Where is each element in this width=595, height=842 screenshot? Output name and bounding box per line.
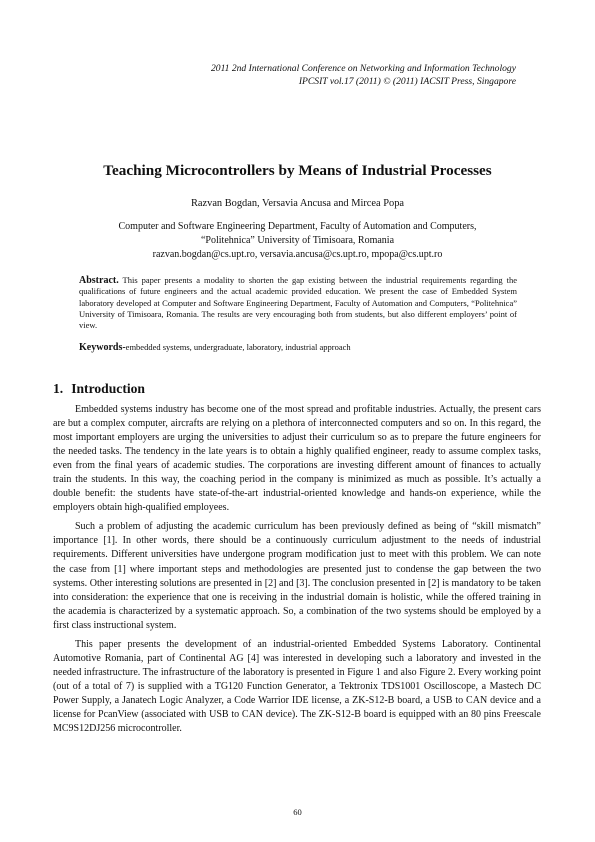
proceedings-info: IPCSIT vol.17 (2011) © (2011) IACSIT Press, Singapore	[298, 75, 516, 87]
keywords	[79, 342, 517, 353]
affiliation-department: Computer and Software Engineering Department, Faculty of Automation and Computers,	[118, 221, 477, 232]
affiliation-block	[0, 220, 595, 262]
paper-title: Teaching Microcontrollers by Means of Industrial Processes	[103, 162, 492, 179]
keywords-label: Keywords-	[79, 342, 126, 353]
paragraph: Such a problem of adjusting the academic curriculum has been previously defined as being of “skill mismatch” importance [1]. In other words, there should be a continuously curriculum adjustment to the needs of industrial requirements. Different universities have undergone program modification just to meet with this problem. We can note the case from [1] where important steps and methodologies are presented just to condense the gap between the two systems. Other interesting solutions are presented in [2] and [3]. The conclusion presented in [2] is mandatory to be taken into consideration: the experience that one is receiving in the industrial domain is holistic, while the offered training in the academia is characterized by a systematic approach. So, a combination of the two systems should be employed by a first class instructional system.	[53, 521, 541, 631]
keywords-text: embedded systems, undergraduate, laboratory, industrial approach	[125, 342, 351, 352]
abstract	[79, 275, 517, 331]
section-heading	[53, 381, 145, 397]
conference-header	[211, 63, 516, 88]
section-number: 1.	[53, 381, 64, 396]
paragraph: This paper presents the development of an industrial-oriented Embedded Systems Laboratory. Continental Automotive Romania, part of Continental AG [4] was interested in developing such a laboratory and invested in the needed infrastructure. The infrastructure of the laboratory is presented in Figure 1 and also Figure 2. Every working point (out of a total of 7) is supplied with a TG120 Function Generator, a Tektronix TDS1001 Oscilloscope, a Mastech DC Power Supply, a Janatech Logic Analyzer, a Code Warrior IDE license, a ZK-S12-B board, a USB to CAN device and a license for PcanView (associated with USB to CAN device). The ZK-S12-B board is equipped with an 80 pins Freescale MC9S12DJ256 microcontroller.	[53, 638, 541, 735]
section-title: Introduction	[71, 381, 145, 396]
author-list: Razvan Bogdan, Versavia Ancusa and Mircea Popa	[190, 198, 405, 209]
affiliation-university: “Politehnica” University of Timisoara, Romania	[200, 235, 395, 246]
paragraph: Embedded systems industry has become one of the most spread and profitable industries. Actually, the present cars are but a complex computer, aircrafts are relying on a plethora of interconnected computers and so on. In this regard, the most important employers are urging the universities to adjust their curriculum so as to prepare the future engineers for the needed tasks. The tendency in the late years is to obtain a highly qualified engineer, ready to assume complex tasks, even from the final years of academic studies. The corporations are investing different amount of finances to actually train the students. In this way, the coaching period in the company is minimized as much as possible. It’s actually a double benefit: the students have state-of-the-art industrial-oriented knowledge and hands-on experience, while the employers obtain high-qualified employees.	[53, 404, 541, 514]
author-emails: razvan.bogdan@cs.upt.ro, versavia.ancusa@cs.upt.ro, mpopa@cs.upt.ro	[152, 249, 443, 260]
page-number: 60	[293, 807, 302, 817]
abstract-label: Abstract.	[79, 275, 119, 286]
abstract-text: This paper presents a modality to shorten the gap existing between the industrial requirements regarding the qualifications of future engineers and the actual academic provided education. We present the case of Embedded System laboratory developed at Computer and Software Engineering Department, Faculty of Automation and Computers, “Politehnica” University of Timisoara, Romania. The results are very encouraging both from students, but also different employers’ point of view.	[79, 275, 517, 331]
conference-name: 2011 2nd International Conference on Networking and Information Technology	[210, 63, 516, 74]
section-body	[53, 403, 541, 741]
